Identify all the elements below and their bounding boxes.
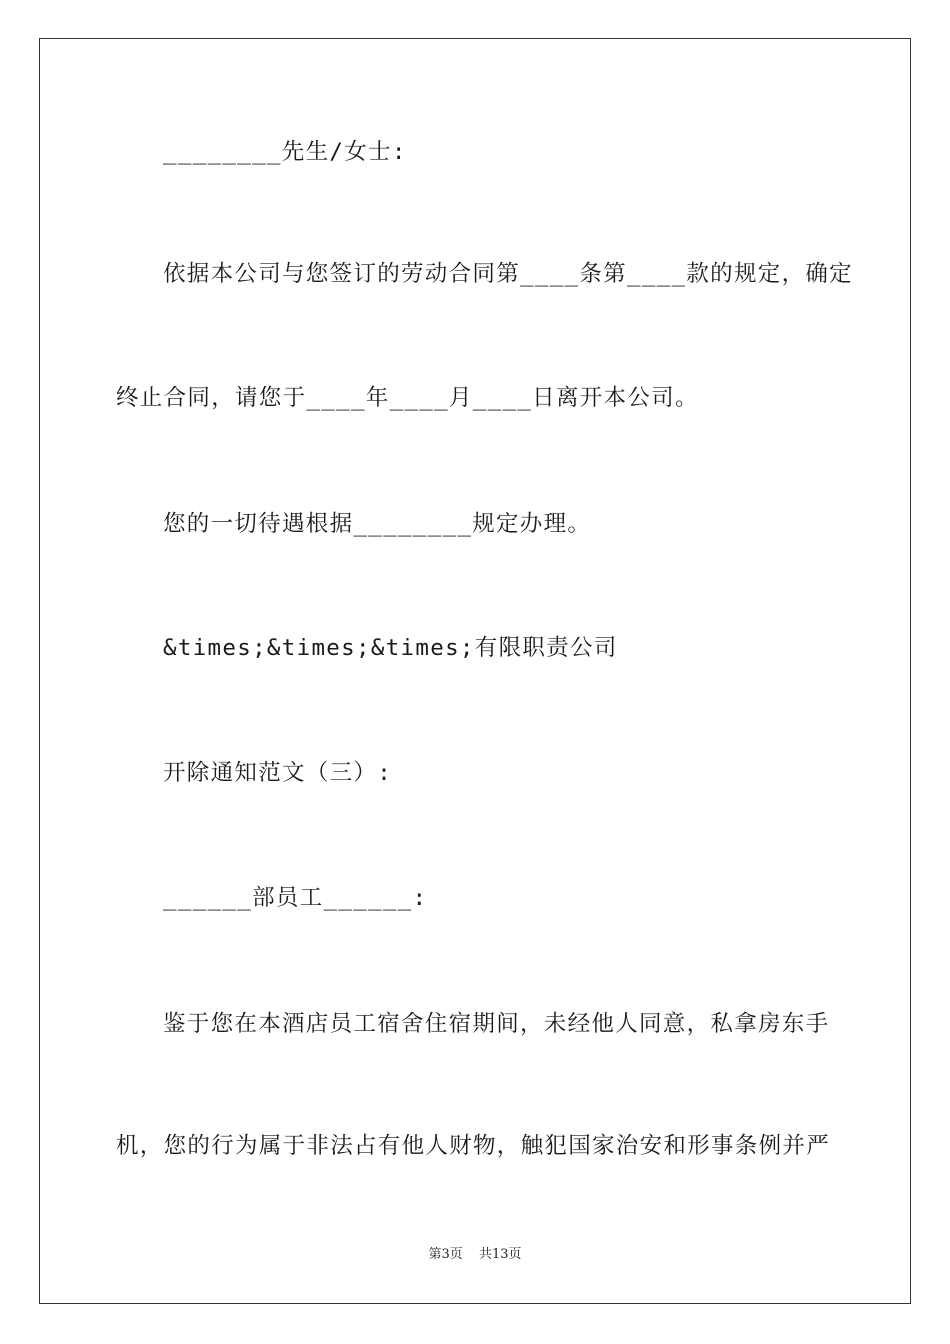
body-paragraph-line-2: 机，您的行为属于非法占有他人财物，触犯国家治安和形事条例并严: [116, 1133, 831, 1159]
page-number: 第3页: [428, 1247, 463, 1262]
section-heading: 开除通知范文（三）:: [163, 760, 393, 786]
page-footer: [0, 1246, 950, 1264]
benefits-line: 您的一切待遇根据________规定办理。: [163, 511, 592, 537]
employee-salutation-line: ______部员工______:: [163, 885, 428, 911]
contract-clause-line: 依据本公司与您签订的劳动合同第____条第____款的规定，确定: [163, 261, 853, 287]
body-paragraph-line-1: 鉴于您在本酒店员工宿舍住宿期间，未经他人同意，私拿房东手: [163, 1011, 830, 1037]
page-border: [39, 38, 911, 1304]
page-total: 共13页: [478, 1247, 522, 1262]
termination-date-line: 终止合同，请您于____年____月____日离开本公司。: [116, 385, 699, 411]
company-name-line: &times;&times;&times;有限职责公司: [163, 635, 618, 661]
salutation-line: ________先生/女士:: [163, 139, 407, 165]
